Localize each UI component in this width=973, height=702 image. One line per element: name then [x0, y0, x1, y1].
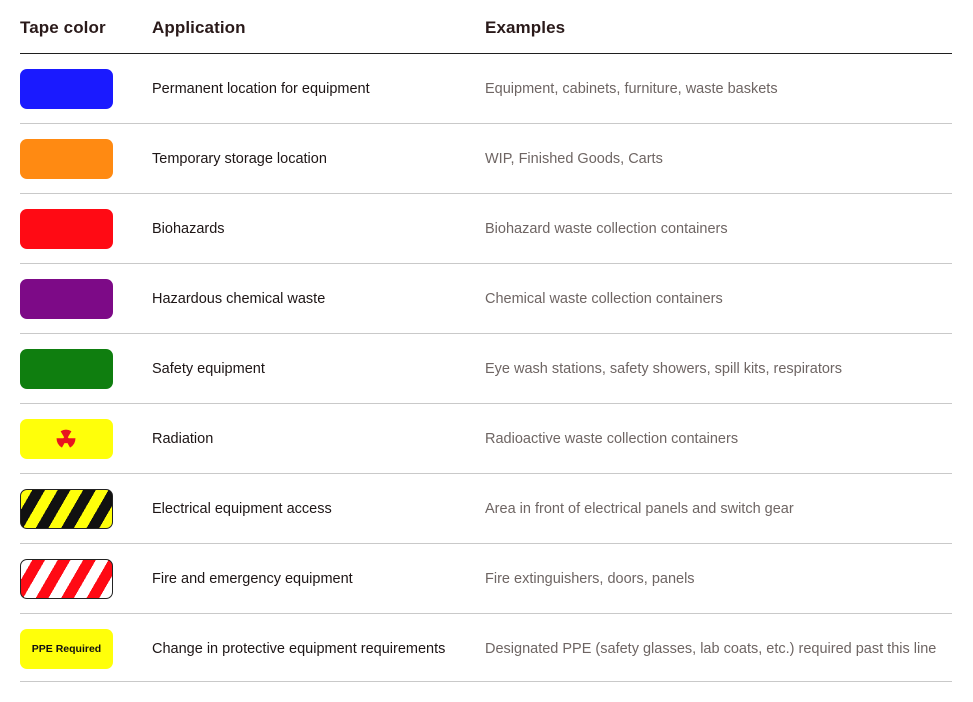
examples-text: Area in front of electrical panels and switch gear — [485, 501, 794, 517]
black-yellow-striped-tape-swatch — [20, 489, 113, 529]
application-text: Fire and emergency equipment — [152, 571, 353, 587]
application-text: Change in protective equipment requirements — [152, 641, 446, 657]
purple-tape-swatch — [20, 279, 113, 319]
radiation-trefoil-icon — [49, 423, 83, 455]
table-row — [20, 194, 952, 264]
floor-tape-color-table — [20, 0, 952, 682]
table-row — [20, 544, 952, 614]
red-tape-swatch — [20, 209, 113, 249]
ppe-required-label: PPE Required — [31, 643, 102, 655]
ppe-required-tape-swatch — [20, 629, 113, 669]
application-text: Temporary storage location — [152, 151, 327, 167]
orange-tape-swatch — [20, 139, 113, 179]
header-tape-color: Tape color — [20, 18, 106, 37]
examples-text: Chemical waste collection containers — [485, 291, 723, 307]
examples-text: Fire extinguishers, doors, panels — [485, 571, 695, 587]
examples-text: WIP, Finished Goods, Carts — [485, 151, 663, 167]
application-text: Permanent location for equipment — [152, 81, 370, 97]
examples-text: Radioactive waste collection containers — [485, 431, 739, 447]
table-row — [20, 404, 952, 474]
table-row — [20, 334, 952, 404]
blue-tape-swatch — [20, 69, 113, 109]
green-tape-swatch — [20, 349, 113, 389]
application-text: Hazardous chemical waste — [152, 291, 326, 307]
examples-text: Designated PPE (safety glasses, lab coats, etc.) required past this line — [485, 641, 937, 657]
table-row — [20, 474, 952, 544]
table-row — [20, 264, 952, 334]
red-white-striped-tape-swatch — [20, 559, 113, 599]
radiation-tape-swatch — [20, 419, 113, 459]
examples-text: Biohazard waste collection containers — [485, 221, 728, 237]
table-header — [20, 0, 952, 54]
header-application: Application — [152, 18, 246, 37]
application-text: Biohazards — [152, 221, 225, 237]
table-row — [20, 54, 952, 124]
application-text: Electrical equipment access — [152, 501, 332, 517]
application-text: Safety equipment — [152, 361, 265, 377]
table-row — [20, 124, 952, 194]
header-examples: Examples — [485, 18, 566, 37]
examples-text: Equipment, cabinets, furniture, waste baskets — [485, 81, 778, 97]
table-row — [20, 614, 952, 682]
application-text: Radiation — [152, 431, 214, 447]
examples-text: Eye wash stations, safety showers, spill kits, respirators — [485, 361, 842, 377]
